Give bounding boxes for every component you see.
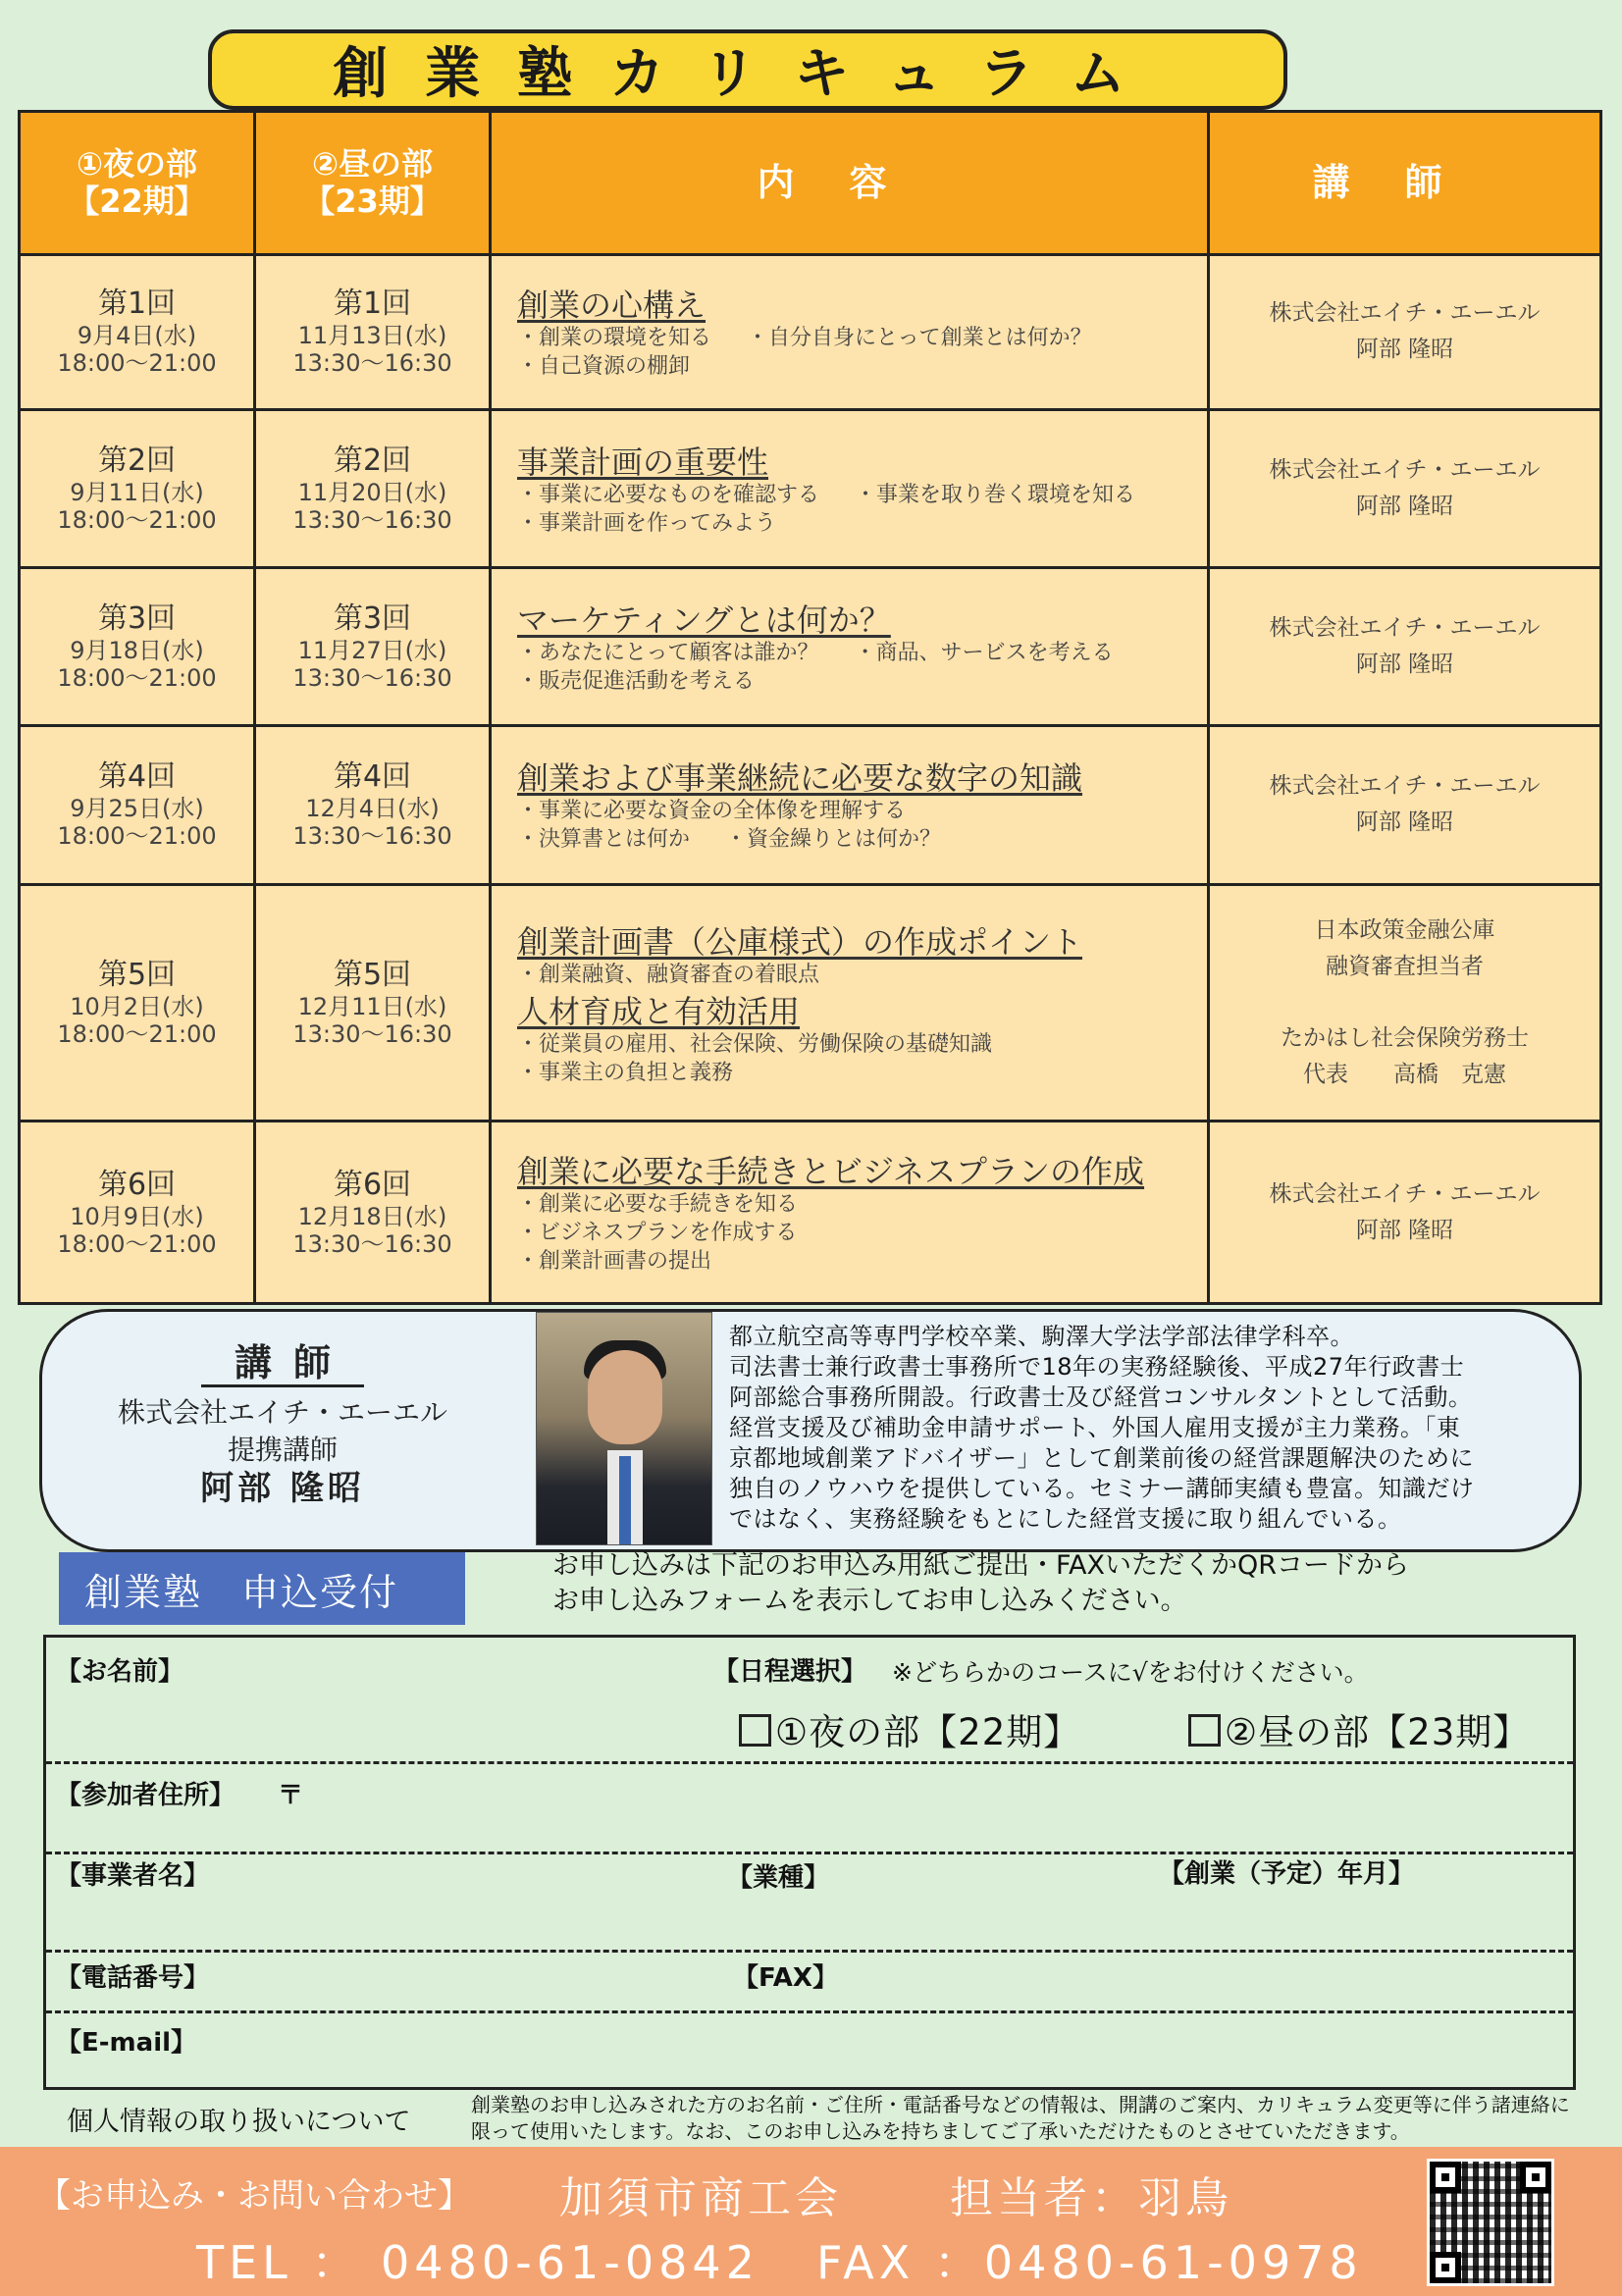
bullet-pair: [517, 324, 1207, 352]
session-time: 13:30〜16:30: [292, 663, 452, 692]
instructor-company: 株式会社エイチ・エーエル: [1269, 773, 1541, 800]
session-number: 第4回: [333, 759, 412, 795]
instructor-name: 代表 高橋 克憲: [1303, 1062, 1506, 1088]
schedule-label: 【日程選択】: [713, 1657, 867, 1687]
content-bullet: ・事業に必要なものを確認する: [517, 483, 820, 508]
session-time: 18:00〜21:00: [57, 663, 217, 692]
bullet-pair: [517, 639, 1207, 667]
header-content: 内容: [491, 112, 1209, 255]
day-course-label: ②昼の部【23期】: [1225, 1711, 1531, 1753]
page-title: 創業塾カリキュラム: [333, 42, 1163, 106]
night-course-label: ①夜の部【22期】: [775, 1711, 1081, 1753]
table-row: [20, 254, 1601, 410]
bio-line: 独自のノウハウを提供している。セミナー講師実績も豊富。知識だけ: [729, 1475, 1475, 1502]
session-number: 第3回: [333, 600, 412, 636]
session-time: 18:00〜21:00: [57, 1020, 217, 1049]
session-date: 9月25日(水): [70, 795, 204, 823]
session-date: 10月9日(水): [70, 1202, 204, 1230]
fax-label: 【FAX】: [733, 1963, 838, 1993]
content-bullet: ・商品、サービスを考える: [854, 640, 1114, 665]
bio-line: 経営支援及び補助金申請サポート、外国人雇用支援が主力業務。「東: [729, 1414, 1461, 1441]
organization-name: 加須市商工会: [559, 2173, 842, 2223]
content-title: 創業計画書（公庫様式）の作成ポイント: [517, 922, 1083, 961]
header-day-bottom: 【23期】: [303, 183, 442, 221]
day-session-cell: [255, 254, 491, 410]
session-date: 12月18日(水): [297, 1202, 447, 1230]
bullet-pair: [517, 481, 1207, 509]
form-divider: [46, 1761, 1573, 1764]
instructor-cell: [1209, 410, 1601, 568]
phone-label: 【電話番号】: [56, 1963, 210, 1993]
day-session-cell: [255, 1122, 491, 1304]
lecturer-photo: [536, 1312, 712, 1545]
header-day: [255, 112, 491, 255]
bio-line: 阿部総合事務所開設。行政書士及び経営コンサルタントとして活動。: [729, 1383, 1473, 1411]
header-day-top: ②昼の部: [311, 145, 434, 183]
lecturer-bio: [729, 1322, 1573, 1535]
lecturer-heading: 講師: [201, 1341, 364, 1387]
lecturer-name: 阿部 隆昭: [200, 1469, 365, 1508]
photo-tie: [619, 1456, 631, 1544]
session-number: 第6回: [97, 1167, 177, 1202]
email-label: 【E-mail】: [56, 2028, 197, 2058]
qr-code-icon[interactable]: [1427, 2159, 1554, 2286]
content-title: マーケティングとは何か？: [517, 600, 891, 639]
table-row: [20, 567, 1601, 725]
content-bullet: ・事業を取り巻く環境を知る: [855, 483, 1136, 508]
table-row: [20, 410, 1601, 568]
qr-finder: [1520, 2162, 1551, 2193]
curriculum-table: [18, 110, 1602, 1305]
night-session-cell: [20, 254, 255, 410]
session-date: 11月27日(水): [297, 636, 447, 664]
content-bullet: ・自己資源の棚卸: [517, 354, 691, 380]
content-bullet: ・事業計画を作ってみよう: [517, 511, 777, 537]
day-session-cell: [255, 410, 491, 568]
qr-finder: [1430, 2162, 1461, 2193]
content-cell: [491, 567, 1209, 725]
address-field-label: 【参加者住所】: [56, 1781, 235, 1810]
session-date: 9月18日(水): [70, 636, 204, 664]
bio-line: 京都地域創業アドバイザー」として創業前後の経営課題解決のために: [729, 1444, 1475, 1472]
instructor-name: 阿部 隆昭: [1355, 1217, 1454, 1243]
session-time: 18:00〜21:00: [57, 506, 217, 535]
session-time: 13:30〜16:30: [292, 349, 452, 378]
instructor-name: 阿部 隆昭: [1355, 337, 1454, 363]
content-cell: [491, 1122, 1209, 1304]
content-cell: [491, 885, 1209, 1122]
schedule-note: ※どちらかのコースに√をお付けください。: [892, 1658, 1369, 1687]
night-course-checkbox[interactable]: [739, 1714, 771, 1747]
instructor-name: 融資審査担当者: [1326, 954, 1484, 980]
bullet-pair: [517, 825, 1207, 854]
session-number: 第2回: [333, 444, 412, 479]
bio-line: 司法書士兼行政書士事務所で18年の実務経験後、平成27年行政書士: [729, 1353, 1465, 1381]
industry-label: 【業種】: [727, 1863, 830, 1893]
content-cell: [491, 410, 1209, 568]
day-session-cell: [255, 885, 491, 1122]
instructor-cell: [1209, 254, 1601, 410]
start-date-label: 【創業（予定）年月】: [1159, 1859, 1415, 1889]
day-session-cell: [255, 725, 491, 885]
application-form: [43, 1635, 1576, 2090]
bio-line: 都立航空高等専門学校卒業、駒澤大学法学部法律学科卒。: [729, 1323, 1354, 1350]
table-row: [20, 885, 1601, 1122]
day-session-cell: [255, 567, 491, 725]
privacy-text: 創業塾のお申し込みされた方のお名前・ご住所・電話番号などの情報は、開講のご案内、カリキュラム変更等に伴う諸連絡に限って使用いたします。なお、このお申し込みを持ちましてご了承いただけたものとさせていただきます。: [471, 2093, 1570, 2143]
session-number: 第1回: [97, 287, 177, 322]
instructor-cell: [1209, 725, 1601, 885]
session-number: 第3回: [97, 600, 177, 636]
lecturer-role: 提携講師: [227, 1434, 338, 1466]
content-title: 創業および事業継続に必要な数字の知識: [517, 759, 1083, 798]
instructor-company: たかはし社会保険労務士: [1281, 1025, 1529, 1052]
session-date: 11月20日(水): [297, 479, 447, 507]
instructor-company: 株式会社エイチ・エーエル: [1269, 1180, 1541, 1207]
bio-line: ではなく、実務経験をもとにした経営支援に取り組んでいる。: [729, 1505, 1402, 1533]
session-number: 第5回: [333, 958, 412, 993]
night-course-choice[interactable]: [739, 1702, 1080, 1755]
lecturer-company: 株式会社エイチ・エーエル: [117, 1396, 447, 1429]
name-field-label: 【お名前】: [56, 1657, 184, 1687]
session-number: 第6回: [333, 1167, 412, 1202]
table-row: [20, 725, 1601, 885]
session-time: 18:00〜21:00: [57, 1229, 217, 1258]
content-bullet: ・資金繰りとは何か？: [725, 827, 942, 853]
contact-footer: [0, 2147, 1622, 2296]
content-cell: [491, 725, 1209, 885]
session-date: 11月13日(水): [297, 322, 447, 350]
day-course-checkbox[interactable]: [1188, 1714, 1221, 1747]
content-title: 事業計画の重要性: [517, 444, 769, 482]
session-date: 12月11日(水): [297, 993, 447, 1021]
postal-mark: 〒: [278, 1781, 304, 1810]
fax-number: FAX ：0480-61-0978: [816, 2236, 1363, 2289]
instructor-name: 阿部 隆昭: [1355, 494, 1454, 520]
session-number: 第1回: [333, 287, 412, 322]
content-bullet: ・事業主の負担と義務: [517, 1060, 734, 1085]
content-bullet: ・従業員の雇用、社会保険、労働保険の基礎知識: [517, 1031, 993, 1057]
business-name-label: 【事業者名】: [56, 1861, 210, 1891]
application-note: [552, 1548, 1593, 1619]
table-header-row: [20, 112, 1601, 255]
photo-face: [588, 1350, 662, 1444]
header-night-top: ①夜の部: [76, 145, 198, 183]
session-time: 13:30〜16:30: [292, 1020, 452, 1049]
content-bullet: ・創業融資、融資審査の着眼点: [517, 962, 820, 987]
night-session-cell: [20, 410, 255, 568]
content-title: 人材育成と有効活用: [517, 992, 801, 1030]
content-bullet: ・販売促進活動を考える: [517, 668, 756, 694]
content-bullet: ・あなたにとって顧客は誰か？: [517, 640, 819, 665]
header-night-bottom: 【22期】: [68, 183, 206, 221]
session-date: 9月11日(水): [70, 479, 204, 507]
contact-person: 担当者：羽鳥: [950, 2173, 1232, 2223]
instructor-name: 阿部 隆昭: [1355, 651, 1454, 677]
session-number: 第5回: [97, 958, 177, 993]
header-night: [20, 112, 255, 255]
qr-finder: [1430, 2252, 1461, 2283]
session-time: 18:00〜21:00: [57, 349, 217, 378]
night-session-cell: [20, 725, 255, 885]
lecturer-summary: [91, 1341, 474, 1509]
phone-number[interactable]: TEL ： 0480-61-0842: [196, 2236, 759, 2289]
instructor-company: 株式会社エイチ・エーエル: [1269, 614, 1541, 641]
session-number: 第4回: [97, 759, 177, 795]
content-bullet: ・自分自身にとって創業とは何か？: [747, 326, 1092, 351]
content-bullet: ・ビジネスプランを作成する: [517, 1221, 798, 1246]
instructor-name: 阿部 隆昭: [1355, 809, 1454, 836]
session-time: 13:30〜16:30: [292, 822, 452, 851]
session-time: 13:30〜16:30: [292, 1229, 452, 1258]
form-divider: [46, 1950, 1573, 1953]
form-divider: [46, 2010, 1573, 2013]
content-title: 創業に必要な手続きとビジネスプランの作成: [517, 1153, 1145, 1191]
instructor-cell: [1209, 1122, 1601, 1304]
content-cell: [491, 254, 1209, 410]
content-bullet: ・決算書とは何か: [517, 827, 691, 853]
instructor-company: 株式会社エイチ・エーエル: [1269, 300, 1541, 327]
application-note-line: お申し込みは下記のお申込み用紙ご提出・FAXいただくかQRコードから: [552, 1550, 1410, 1581]
instructor-company: 株式会社エイチ・エーエル: [1269, 457, 1541, 484]
night-session-cell: [20, 1122, 255, 1304]
content-bullet: ・創業計画書の提出: [517, 1249, 712, 1275]
application-note-line: お申し込みフォームを表示してお申し込みください。: [552, 1586, 1187, 1616]
instructor-company: 日本政策金融公庫: [1314, 917, 1495, 944]
instructor-gap: [1211, 985, 1598, 1020]
night-session-cell: [20, 885, 255, 1122]
title-banner: [208, 29, 1287, 110]
session-date: 12月4日(水): [305, 795, 440, 823]
night-session-cell: [20, 567, 255, 725]
session-time: 18:00〜21:00: [57, 822, 217, 851]
content-bullet: ・創業の環境を知る: [517, 326, 712, 351]
day-course-choice[interactable]: [1188, 1702, 1530, 1755]
session-time: 13:30〜16:30: [292, 506, 452, 535]
instructor-cell: [1209, 885, 1601, 1122]
contact-label: 【お申込み・お問い合わせ】: [37, 2176, 471, 2216]
header-instructor: 講師: [1209, 112, 1601, 255]
lecturer-profile: [39, 1309, 1582, 1552]
application-badge: 創業塾 申込受付: [59, 1552, 465, 1625]
content-title: 創業の心構え: [517, 287, 706, 325]
content-bullet: ・事業に必要な資金の全体像を理解する: [517, 799, 907, 824]
content-bullet: ・創業に必要な手続きを知る: [517, 1192, 799, 1218]
session-date: 10月2日(水): [70, 993, 204, 1021]
privacy-title: 個人情報の取り扱いについて: [67, 2107, 411, 2137]
session-number: 第2回: [97, 444, 177, 479]
session-date: 9月4日(水): [77, 322, 197, 350]
instructor-cell: [1209, 567, 1601, 725]
table-row: [20, 1122, 1601, 1304]
